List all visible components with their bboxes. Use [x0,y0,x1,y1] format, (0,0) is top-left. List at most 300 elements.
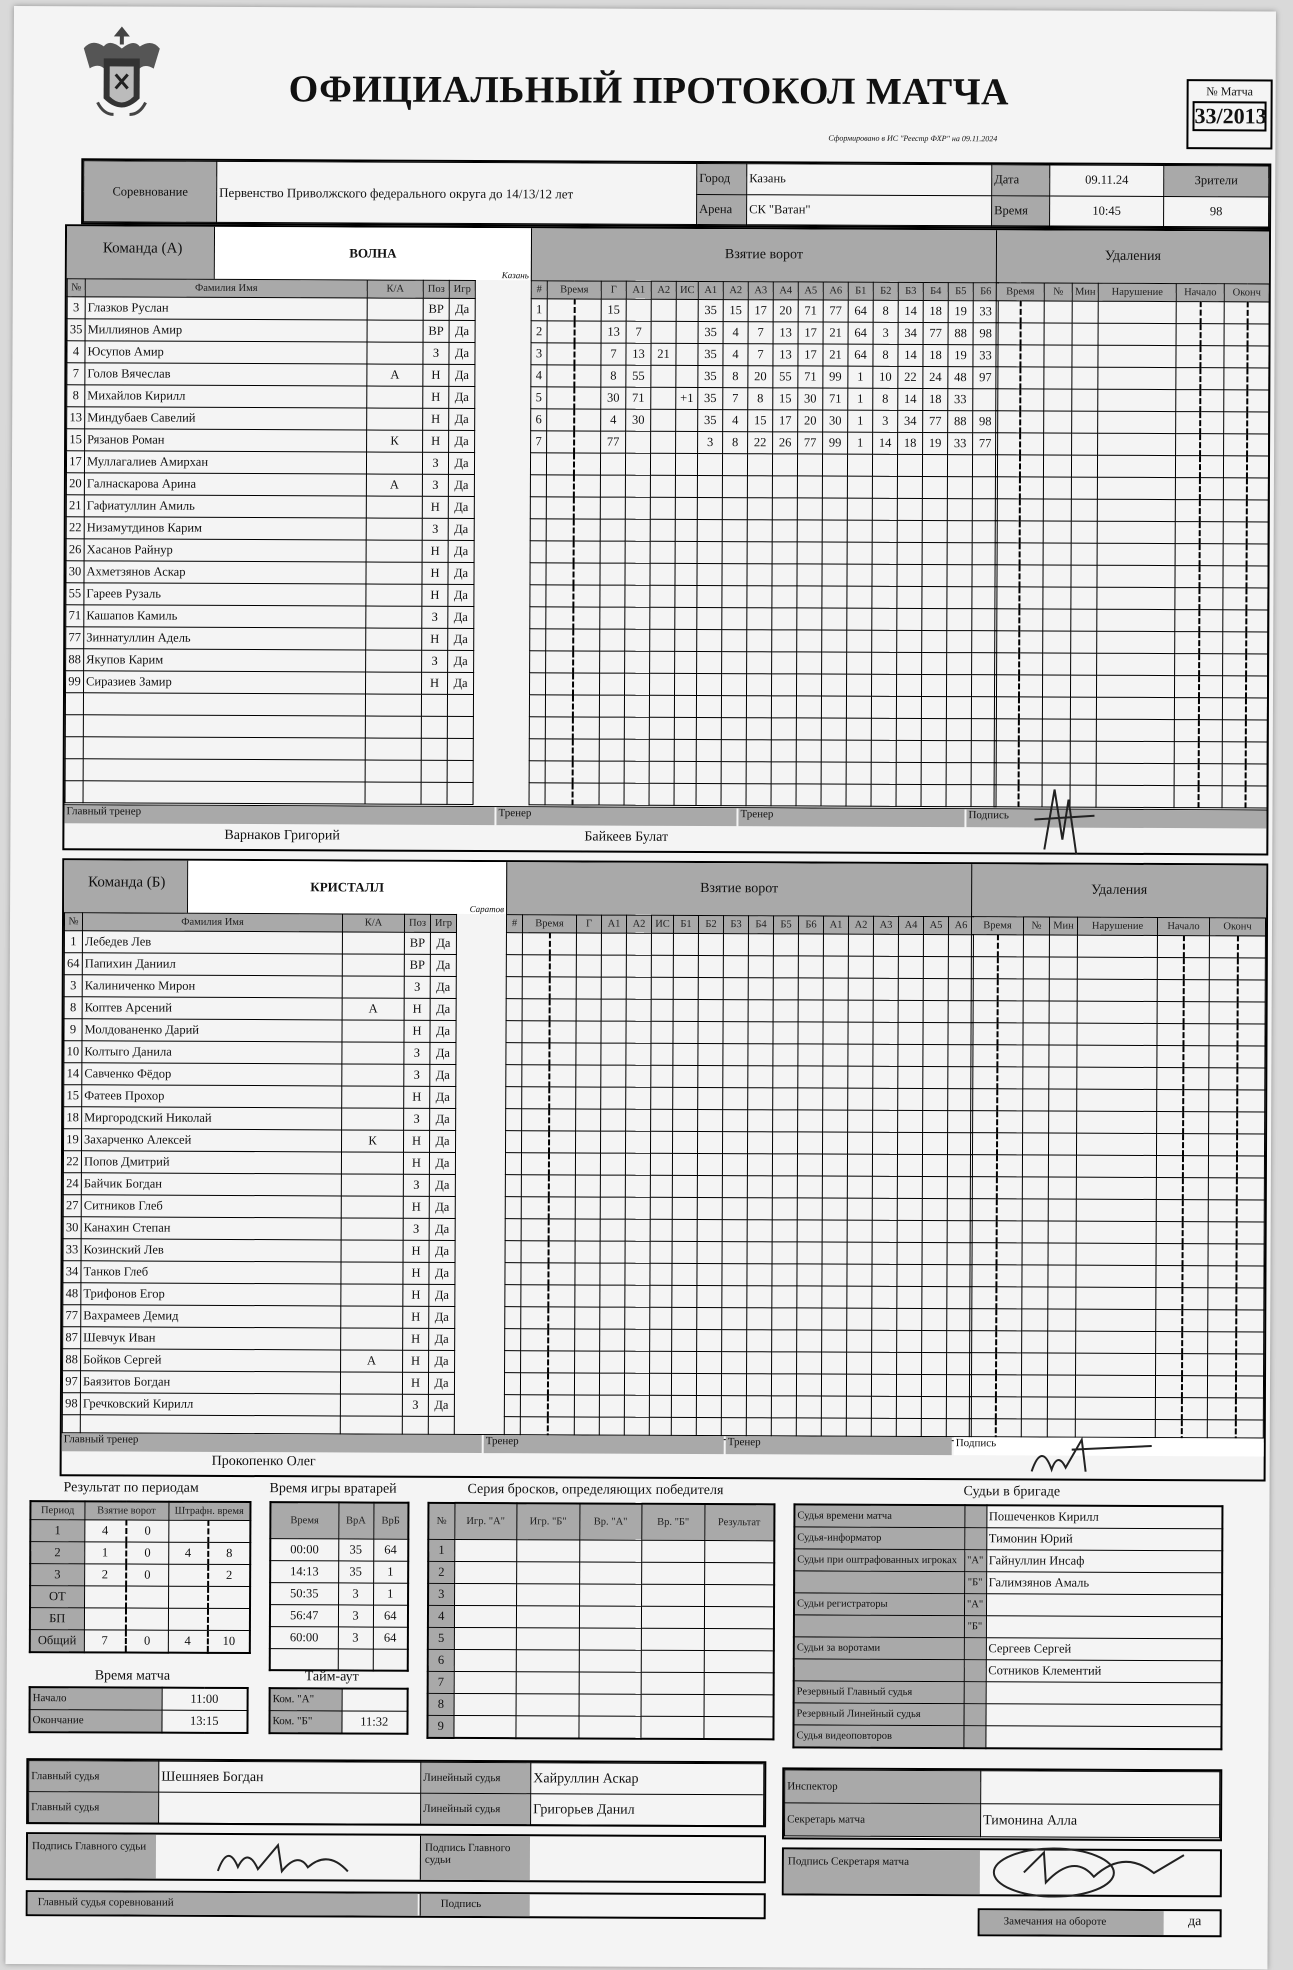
penalty-time-sec [1019,609,1043,631]
goal-field [651,321,676,343]
penalty-row [996,301,1269,324]
goal-field: 22 [898,366,923,388]
penalty-time-min [995,455,1019,477]
player-name: Захарченко Алексей [82,1129,342,1152]
goal-field: 18 [923,300,948,322]
player-row [65,759,473,783]
penalty-time-sec [996,1199,1022,1221]
goal-field [972,521,997,543]
goal-minutes [547,387,574,409]
goal-seconds [573,651,600,673]
protocol-page: ОФИЦИАЛЬНЫЙ ПРОТОКОЛ МАТЧА Сформировано в ИС "Реестр ФХР" на 09.11.2024 № Матча 33/2013 Соревнование Первенство Приволжского федерального округа до 14/13/12 лет Город Казань Дата 09.11.24 Зрители Арена СК "Ватан" Время 10:45 98 Команда (А) ВОЛНА Казань Взятие ворот Удаления № Фамилия Имя К/А Поз Игр 3 Глазков Руслан ВР Да 35 Миллиянов Амир ВР Да 4 Юсупов Амир З Да 7 Голов Вячеслав А Н Да 8 Михайлов Кирилл Н Да 13 Миндубаев Савелий Н Да 15 Рязанов Роман К Н Да 17 Муллагалиев Амирхан З Да 20 Галнаскарова Арина А З Да 21 Гафиатуллин Амиль Н Да 22 Низамутдинов Карим З Да 26 Хасанов Райнур Н Да 30 Ахметзянов Аскар Н Да 55 Гареев Рузаль Н Да 71 Кашапов Камиль З Да 77 Зиннатуллин Адель Н Да 88 Якупов Карим З Да 99 Сиразиев Замир Н Да # Время Г А1 А2 ИС А1 А2 А3 А4 А5 А6 Б1 Б2 Б3 Б4 Б5 Б6 1 15 35 15 17 20 71 77 64 8 14 18 19 33 2 13 7 35 4 7 13 17 21 64 3 34 77 88 98 3 7 13 21 35 4 7 13 17 21 64 8 14 18 19 33 4 8 55 35 8 20 55 71 99 1 10 22 24 48 97 5 30 71 +1 35 7 8 15 30 71 1 8 14 18 33 6 4 30 35 4 15 17 20 30 1 3 34 77 88 98 7 77 3 8 22 26 77 99 1 14 18 19 33 77 Время № Мин Нарушение Начало Оконч Главный тренер Варнаков Григорий Тренер Байкеев Булат Тренер Подпись Команда (Б) КРИСТАЛЛ Саратов Взятие ворот Удаления № Фамилия Имя К/А Поз Игр 1 Лебедев Лев ВР Да 64 Папихин Даниил ВР Да 3 Калиниченко Мирон З Да 8 Коптев Арсений А Н Да 9 Молдованенко Дарий Н Да 10 Колтыго Данила З Да 14 Савченко Фёдор З Да 15 Фатеев Прохор Н Да 18 Миргородский Николай З Да 19 Захарченко Алексей К Н Да 22 Попов Дмитрий Н Да 24 Байчик Богдан З Да 27 Ситников Глеб Н Да 30 Канахин Степан З Да 33 Козинский Лев Н Да 34 Танков Глеб Н Да 48 Трифонов Егор Н Да 77 Вахрамеев Демид Н Да 87 Шевчук Иван Н Да 88 Бойков Сергей А Н Да 97 Баязитов Богдан Н Да 98 Гречковский Кирилл З Да # Время Г А1 А2 ИС Б1 Б2 Б3 Б4 Б5 Б6 А1 А2 А3 А4 А5 А6 Время № Мин Нарушение Начало Оконч Главный тренер Прокопенко Олег Тренер Тренер Подпись Результат по периодам Период Взятие ворот Штрафн. время 1 4 0 2 1 0 4 8 3 2 0 2 ОТ БП Общий 7 0 4 10 Время матча Начало 11:00 Окончание 13:15 Время игры вратарей Время ВрА ВрБ 00:00 35 64 14:13 35 1 50:35 3 1 56:47 3 64 60:00 3 64 Тайм-аут Ком. "А" Ком. "Б" 11:32 Серия бросков, определяющих победителя № Игр. "А" Игр. "Б" Вр. "А" Вр. "Б" Результат 1 2 3 4 5 6 7 8 9 Судьи в бригаде Судья времени матча Пошеченков Кирилл Судья-информатор Тимонин Юрий Судьи при оштрафованных игроках "А" Гайнуллин Инсаф "Б" Галимзянов Амаль Судьи регистраторы "А" "Б" Судьи за воротами Сергеев Сергей Сотников Клементий Резервный Главный судья Резервный Линейный судья Судья видеоповторов Главный судья Шешняев Богдан Линейный судья Хайруллин Аскар Главный судья Линейный судья Григорьев Данил Подпись Главного судьи Подпись Главного судьи Главный судья соревнований Подпись Инспектор Секретарь матча Тимонина Алла Подпись Секретаря матча Замечания на обороте да [5,6,1276,1969]
period-goals-a: 7 [84,1630,126,1653]
player-ka [341,1218,403,1240]
goal-field [674,739,696,761]
goal-field [897,586,922,608]
goal-field [747,542,772,564]
penalty-time-sec [997,1067,1023,1089]
penalty-end-sec [1237,1134,1265,1156]
goal-field [675,563,697,585]
goal-field [576,1087,601,1109]
goal-number [529,783,545,805]
player-played: Да [448,518,474,540]
goal-field [972,455,997,477]
goal-field [772,520,797,542]
penalty-player [1043,477,1071,499]
goal-field [672,1351,697,1373]
goal-seconds [548,1197,575,1219]
officials-table [792,1503,1223,1750]
shootout-cell [454,1583,517,1605]
goal-field: 98 [973,323,998,345]
goal-number [506,1043,522,1065]
city: Казань [747,164,992,196]
goal-field: 77 [923,410,948,432]
goal-field: 77 [601,431,626,453]
player-ka [367,298,423,320]
referees-box: Главный судья Шешняев Богдан Линейный судья Хайруллин Аскар Главный судья Линейный судья Григорьев Данил [26,1758,766,1827]
goal-field [872,1330,897,1352]
goal-field [948,1001,973,1023]
goal-field [747,586,772,608]
goal-field [722,1242,747,1264]
goal-field [697,1175,722,1197]
goal-field [625,607,650,629]
goal-field [873,956,898,978]
penalty-end-sec [1247,434,1269,456]
penalty-end-min [1209,1112,1237,1134]
goal-field [797,498,822,520]
line-referee-1: Хайруллин Аскар [531,1763,764,1795]
goal-field [971,763,996,785]
goal-number [504,1373,520,1395]
goal-field [674,695,696,717]
goal-row [530,497,997,521]
penalty-infraction [1077,1133,1157,1155]
goal-field [847,564,872,586]
penalty-infraction [1077,935,1157,957]
penalty-end-sec [1236,1178,1264,1200]
goal-field [626,933,651,955]
shootout-cell [579,1627,642,1649]
goal-field [747,1198,772,1220]
goal-row [529,739,996,763]
goal-field [696,695,721,717]
shootout-cell [579,1539,642,1561]
penalty-player [1022,1177,1048,1199]
player-position: ВР [423,298,449,320]
goal-field [650,1329,672,1351]
player-played: Да [430,976,456,998]
penalty-start-min [1156,1265,1182,1287]
penalty-minutes [1071,675,1097,697]
goal-row [531,321,998,345]
team-a-roster [65,278,476,805]
player-number: 4 [67,341,85,363]
goal-field [848,1110,873,1132]
goal-field [822,1176,847,1198]
goal-field [947,455,972,477]
goal-field [796,1374,821,1396]
period-pen-b: 8 [208,1542,250,1564]
player-played: Да [429,1262,455,1284]
goal-minutes [521,1241,548,1263]
goal-field [948,935,973,957]
goal-seconds [573,563,600,585]
goal-field [873,1000,898,1022]
goal-number [529,695,545,717]
goal-minutes [547,409,574,431]
penalty-minutes [1048,1177,1076,1199]
penalty-start-min [1176,412,1200,434]
penalty-time-min [995,565,1019,587]
goal-field [698,1021,723,1043]
goal-field [697,1285,722,1307]
goal-field [675,629,697,651]
goal-field [971,741,996,763]
player-name: Колтыго Данила [82,1041,342,1064]
goal-field [822,1286,847,1308]
player-position: Н [423,364,449,386]
penalty-player [1023,1089,1049,1111]
goal-field [872,1220,897,1242]
match-end: 13:15 [161,1710,247,1733]
penalty-end-sec [1236,1354,1264,1376]
goal-field [626,431,651,453]
goal-field [848,956,873,978]
player-number: 22 [66,517,84,539]
goal-field [625,1307,650,1329]
penalty-time-sec [995,1397,1021,1419]
goal-field [625,1175,650,1197]
shootout-cell [641,1650,704,1672]
goal-field: 55 [626,365,651,387]
goal-field [823,1022,848,1044]
goal-field [947,499,972,521]
goal-field [722,564,747,586]
goal-field [796,784,821,806]
penalty-start-min [1157,1001,1183,1023]
penalty-time-sec [996,1243,1022,1265]
goal-field [771,718,796,740]
penalty-time-sec [997,1089,1023,1111]
goal-field [772,1154,797,1176]
goal-field [721,784,746,806]
goal-field [847,1242,872,1264]
player-number: 17 [66,451,84,473]
penalty-player [1043,521,1071,543]
penalty-end-min [1208,1332,1236,1354]
player-row [64,1085,456,1109]
goal-field [773,1088,798,1110]
goal-field [650,1153,672,1175]
goal-field [897,1220,922,1242]
player-played [447,716,473,738]
goal-field [898,978,923,1000]
goal-row [506,1131,973,1155]
player-name: Ситников Глеб [81,1195,341,1218]
goal-field [773,1044,798,1066]
goal-field [747,498,772,520]
goal-field [822,454,847,476]
penalty-time-min [971,1023,997,1045]
penalty-row [995,543,1268,566]
goal-field [947,587,972,609]
goal-field [947,521,972,543]
goal-field [797,608,822,630]
official-row [794,1659,1222,1683]
goal-field [600,1175,625,1197]
penalty-minutes [1049,1045,1077,1067]
goal-field [797,1286,822,1308]
player-row [63,1283,455,1307]
goal-field [650,453,675,475]
goal-field [722,630,747,652]
goal-field: 13 [601,321,626,343]
goal-field [947,1243,972,1265]
penalty-end-min [1223,588,1246,610]
goal-field [922,1308,947,1330]
player-ka [367,320,423,342]
penalty-end-min [1224,324,1247,346]
goal-field [625,519,650,541]
player-ka: К [367,430,423,452]
goal-field [871,696,896,718]
penalty-minutes [1048,1155,1076,1177]
team_a-penalties-table: Время № Мин Нарушение Начало Оконч [994,282,1270,808]
goal-field [872,1286,897,1308]
goal-seconds [548,1175,575,1197]
goal-field [798,978,823,1000]
goal-field [575,1351,600,1373]
goal-field [873,1132,898,1154]
goal-field [673,999,698,1021]
penalty-infraction [1097,455,1175,477]
goal-field: 22 [748,432,773,454]
penalty-infraction [1098,301,1176,323]
goal-seconds [573,607,600,629]
penalty-end-sec [1245,698,1267,720]
goal-field [576,1065,601,1087]
penalty-end-sec [1247,346,1269,368]
penalty-start-min [1155,1375,1181,1397]
goal-field [674,717,696,739]
penalty-start-min [1175,478,1199,500]
goal-field [650,673,675,695]
period-row [30,1586,250,1609]
goal-field: 7 [748,344,773,366]
player-number: 87 [63,1327,81,1349]
goal-seconds [549,955,576,977]
goal-row [506,1065,973,1089]
player-name: Юсупов Амир [85,341,367,364]
goal-number: 6 [531,409,547,431]
goal-number: 7 [531,431,547,453]
penalty-end-sec [1247,324,1269,346]
goal-field [798,956,823,978]
goal-minutes [545,717,572,739]
goal-number [505,1197,521,1219]
shootout-cell [579,1561,642,1583]
penalty-start-min [1174,720,1198,742]
penalty-infraction [1098,411,1176,433]
shootout-cell [454,1539,517,1561]
goal-field [650,1351,672,1373]
penalty-end-min [1207,1376,1235,1398]
penalty-time-min [971,1045,997,1067]
penalty-player [1022,1199,1048,1221]
goal-field [872,520,897,542]
penalty-end-min [1224,302,1247,324]
goal-number [506,933,522,955]
goal-field: 24 [923,366,948,388]
goal-field [651,1065,673,1087]
goal-field [697,1219,722,1241]
goal-field [574,1395,599,1417]
penalty-time-min [995,543,1019,565]
goal-row [505,1263,972,1287]
official-name: Сергеев Сергей [986,1638,1222,1661]
player-position: Н [404,998,430,1020]
penalty-row [971,1023,1265,1046]
penalty-start-sec [1198,764,1222,786]
goal-field [872,586,897,608]
goal-field [600,607,625,629]
penalty-start-sec [1199,456,1223,478]
goal-field [723,934,748,956]
penalty-end-min [1223,632,1246,654]
goal-field: 35 [698,299,723,321]
goal-field [772,1198,797,1220]
player-name: Кашапов Камиль [84,605,366,628]
goal-field [971,719,996,741]
goal-field: 35 [698,343,723,365]
penalty-end-min [1208,1200,1236,1222]
penalty-row [970,1199,1264,1222]
penalty-time-sec [996,1221,1022,1243]
goal-field [650,541,675,563]
goal-field [798,1022,823,1044]
team-b-penalties [969,916,1266,1442]
goal-field [649,761,674,783]
goal-minutes [520,1373,547,1395]
goal-field [798,1044,823,1066]
goal-field [872,1198,897,1220]
penalty-minutes [1048,1243,1076,1265]
penalty-end-sec [1245,742,1267,764]
goal-field [576,1131,601,1153]
goal-minutes [545,673,572,695]
goal-field [822,1154,847,1176]
goal-field: 17 [798,344,823,366]
goal-row [530,541,997,565]
goal-row [506,977,973,1001]
goal-field [947,1155,972,1177]
penalty-infraction [1096,719,1174,741]
goal-field [772,652,797,674]
penalty-end-min [1222,698,1245,720]
goal-field [722,674,747,696]
goal-field [872,630,897,652]
player-row [63,1305,455,1329]
goal-field [798,934,823,956]
goal-seconds [548,1153,575,1175]
player-number: 3 [64,975,82,997]
goal-field [697,629,722,651]
player-position: З [404,1108,430,1130]
goal-row [506,999,973,1023]
penalty-time-sec [1019,565,1043,587]
penalty-end-sec [1246,566,1268,588]
player-row [65,737,473,761]
period-goals-b: 0 [126,1520,168,1542]
goal-field [896,1374,921,1396]
goal-field: 64 [848,322,873,344]
goal-minutes [521,1263,548,1285]
goal-seconds [572,673,599,695]
player-ka [342,954,404,976]
goal-minutes [546,453,573,475]
goal-field [748,1044,773,1066]
goal-field [871,1396,896,1418]
goal-minutes [521,1175,548,1197]
goal-field [576,955,601,977]
goal-field: 17 [748,300,773,322]
goal-field [601,999,626,1021]
goal-field [897,498,922,520]
player-name: Гречковский Кирилл [80,1393,340,1416]
goal-field [923,956,948,978]
goal-field [723,1066,748,1088]
penalty-player [1023,1023,1049,1045]
goal-minutes [545,739,572,761]
goal-field [722,1264,747,1286]
goal-field [822,520,847,542]
penalty-minutes [1071,609,1097,631]
goal-field: 8 [873,300,898,322]
goal-minutes [521,1307,548,1329]
goal-number [529,739,545,761]
player-played [447,760,473,782]
goal-field [748,1022,773,1044]
goal-field [896,1396,921,1418]
goal-field [947,675,972,697]
goal-number [506,1109,522,1131]
goal-field [746,718,771,740]
penalty-infraction [1076,1309,1156,1331]
player-row [64,997,456,1021]
player-ka [342,976,404,998]
player-row [66,605,474,629]
goal-minutes [547,321,574,343]
goalie-a: 3 [338,1626,373,1648]
goal-seconds [549,1131,576,1153]
penalty-start-sec [1199,654,1223,676]
goal-field [747,1308,772,1330]
player-row [66,495,474,519]
goal-seconds [574,299,601,321]
player-played [447,782,473,804]
goal-field [846,696,871,718]
goal-field [772,630,797,652]
penalty-start-sec [1183,1024,1209,1046]
penalty-end-min [1208,1310,1236,1332]
penalty-row [971,1111,1265,1134]
goal-field [847,586,872,608]
penalty-time-sec [995,1375,1021,1397]
penalty-start-min [1176,434,1200,456]
goal-field [922,1264,947,1286]
